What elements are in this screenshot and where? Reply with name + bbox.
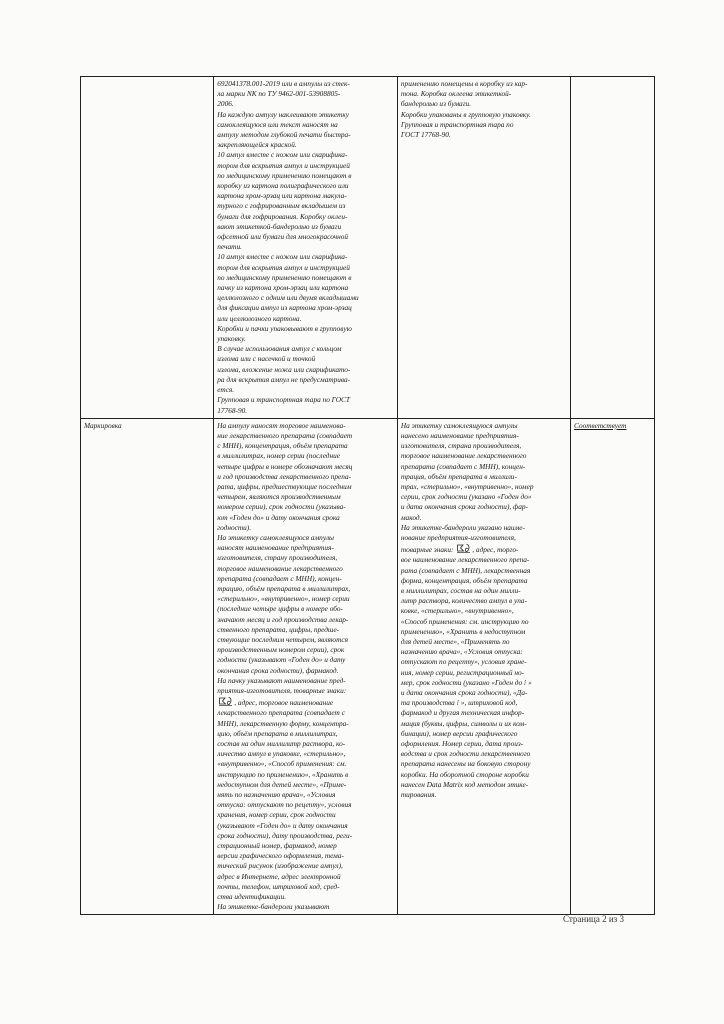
section-label: Маркировка [84, 420, 122, 430]
text-line: ГОСТ 17768-90. [400, 130, 451, 140]
text-line: МНН), лекарственную форму, концентра- [217, 718, 349, 728]
text-line: (последние четыре цифры в номере обо- [217, 604, 343, 614]
row2-result-trademark-suffix: , адрес, торго- [472, 545, 519, 555]
text-line: упаковку. [217, 334, 246, 344]
text-line: страционный номер, фармакод, номер [217, 841, 337, 851]
text-line: вое наименование лекарственного препа- [400, 555, 530, 565]
text-line: в миллилитрах, состав на один милли- [400, 585, 521, 595]
text-line: форма, концентрация, объём препарата [400, 575, 528, 585]
row1-result-text [401, 79, 567, 140]
text-line: недоступном для детей месте», «Приме- [217, 779, 347, 789]
text-line: На этикетке-бандероли указано наиме- [400, 522, 525, 532]
text-line: На каждую ампулу наклеивают этикетку [217, 109, 350, 119]
row1-label-cell [81, 77, 214, 419]
text-line: На пачку указывают наименование пред- [217, 675, 346, 685]
text-line: торговое наименование лекарственного [217, 563, 343, 573]
text-line: препарата (совпадает с МНН), концен- [400, 461, 526, 471]
text-line: нанесен Data Matrix код методом этике- [400, 779, 529, 789]
text-line: нование предприятия-изготовителя, [400, 532, 516, 542]
row2-requirement-cell [214, 418, 398, 915]
text-line: отпускают по рецепту», условия хране- [400, 657, 527, 667]
text-line: ства идентификации. [217, 892, 287, 902]
text-line: нанесено наименование предприятия- [400, 430, 519, 440]
text-line: приятия-изготовителя, товарные знаки: [217, 685, 347, 695]
text-line: ра для вскрытия ампул не предусматрива- [217, 374, 351, 384]
text-line: На этикетку самоклеящуюся ампулы [400, 420, 518, 430]
text-line: ственного препарата, цифры, предше- [217, 624, 340, 634]
specification-table [80, 76, 655, 915]
text-line: четыре цифры в номере обозначают месяц [217, 461, 353, 471]
text-line: коробку из картона полиграфического или [217, 181, 349, 191]
row2-requirement-text-c [217, 708, 394, 912]
text-line: и дата окончания срока годности), фар- [400, 502, 528, 512]
text-line: по медицинскому применению помещают в [217, 170, 352, 180]
text-line: или целлюлозного картона. [217, 313, 302, 323]
text-line: фармакод и другая техническая инфор- [400, 708, 525, 718]
text-line: 10 ампул вместе с ножом или скарифика- [217, 252, 348, 262]
text-line: «Способ применения: см. инструкцию по [400, 616, 529, 626]
text-line: изготовителя, страну производителя, [217, 553, 338, 563]
text-line: 10 ампул вместе с ножом или скарифика- [217, 150, 348, 160]
text-line: почты, телефон, штриховой код, сред- [217, 881, 340, 891]
text-line: годности (указывают «Годен до» и дату [217, 655, 346, 665]
text-line: ется. [217, 385, 235, 395]
text-line: тором для вскрытия ампул и инструкцией [217, 160, 350, 170]
text-line: трацию, объём препарата в миллилитрах, [217, 583, 351, 593]
text-line: оформления. Номер серии, дата произ- [400, 739, 524, 748]
text-line: ние лекарственного препарата (совпадает [217, 430, 353, 440]
text-line: тором для вскрытия ампул и инструкцией [217, 262, 350, 272]
text-line: для детей месте», «Применять по [400, 636, 510, 646]
text-line: трах, «стерильно», «внутривенно», номер [400, 481, 534, 491]
text-line: печати. [217, 242, 242, 252]
text-line: На этикетку самоклеящуюся ампулы [217, 532, 334, 542]
text-line: Коробки упакованы в групповую упаковку. [400, 109, 531, 119]
table-row [81, 77, 655, 419]
text-line: адрес в Интернете, адрес электронной [217, 871, 341, 881]
row2-result-text-a [401, 421, 567, 543]
page-number: Страница 2 из 3 [563, 914, 624, 924]
text-line: На этикетке-бандероли указывают [217, 902, 330, 912]
text-line: Коробки и пачки упаковывают в групповую [217, 323, 352, 333]
text-line: мер, срок годности (указано «Годен до ⁞ » [400, 677, 532, 687]
text-line: и дата окончания срока годности), «Да- [400, 687, 528, 697]
text-line: Групповая и транспортная тара по ГОСТ [217, 395, 350, 405]
row2-result-text-c [401, 555, 567, 800]
text-line: бинации), номер версии графического [400, 728, 518, 738]
text-line: На ампулу наносят торговое наименова- [217, 420, 346, 430]
text-line: излома, вложение ножа или скарификато- [217, 364, 351, 374]
text-line: версии графического оформления, тема- [217, 851, 344, 861]
text-line: излома или с насечкой и точкой [217, 354, 316, 364]
text-line: годности). [217, 522, 252, 532]
trademark-logo-icon [218, 696, 233, 707]
text-line: тический рисунок (изображение ампул), [217, 861, 343, 871]
text-line: тона. Коробка оклеена этикеткой- [400, 89, 512, 99]
text-line: в миллилитрах, номер серии (последние [217, 451, 340, 461]
text-line: значают месяц и год производства лекар- [217, 614, 349, 624]
text-line: макод. [400, 512, 422, 522]
text-line: «стерильно», «внутривенно», номер серии [217, 594, 350, 604]
text-line: с МНН), концентрация, объём препарата [217, 441, 348, 451]
row2-trademark-line [217, 696, 394, 708]
text-line: бумаги для гофрирования. Коробку оклеи- [217, 211, 348, 221]
row1-requirement-text [217, 79, 394, 416]
text-line: отпуска: отпускают по рецепту», условия [217, 800, 352, 810]
text-line: 692041378.001-2019 или в ампулы из стек- [217, 79, 350, 88]
row1-result-cell [397, 77, 570, 419]
row2-result-trademark-line [401, 543, 567, 555]
text-line: ампулу методом глубокой печати быстра- [217, 130, 351, 140]
row2-label-cell [81, 418, 214, 915]
text-line: целлюлозного с одним или двумя вкладышами [217, 293, 359, 303]
row1-status-cell [571, 77, 655, 419]
text-line: личество ампул в упаковке, «стерильно», [217, 749, 346, 759]
text-line: лекарственного препарата (совпадает с [217, 708, 345, 718]
text-line: ния, номер серии, регистрационный но- [400, 667, 525, 677]
text-line: номером серии), срок годности (указыва- [217, 502, 346, 512]
text-line: вают этикеткой-бандеролью из бумаги [217, 221, 342, 231]
text-line: пачку из картона хром-эрзац или картона [217, 283, 349, 293]
text-line: производственным номером серии), срок [217, 645, 345, 655]
text-line: торговое наименование лекарственного [400, 451, 527, 461]
text-line: изготовителя, страна производителя, [400, 441, 522, 451]
row2-trademark-suffix: , адрес, торговое наименование [234, 698, 334, 708]
text-line: трация, объём препарата в миллили- [400, 471, 517, 481]
text-line: окончания срока годности), фармакод. [217, 665, 339, 675]
text-line: ствующие последним четырем, являются [217, 634, 348, 644]
text-line: картона хром-эрзац или картона макула- [217, 191, 347, 201]
text-line: препарата (совпадает с МНН), концен- [217, 573, 342, 583]
text-line: водства и срок годности лекарственного [400, 749, 531, 759]
text-line: препарата нанесены на боковую сторону [400, 759, 531, 769]
text-line: инструкцию по применению», «Хранить в [217, 769, 349, 779]
text-line: применению», «Хранить в недоступном [400, 626, 526, 636]
table-row [81, 418, 655, 915]
text-line: срока годности), дату производства, реги- [217, 830, 353, 840]
text-line: «внутривенно», «Способ применения: см. [217, 759, 347, 769]
text-line: серии, срок годности (указано «Годен до» [400, 492, 532, 502]
text-line: Групповая и транспортная тара по [400, 119, 514, 129]
text-line: офсетной или бумаги для многокрасочной [217, 232, 349, 242]
row2-result-trademark-prefix: товарные знаки: [400, 545, 456, 555]
text-line: четырем, являются производственным [217, 492, 341, 502]
text-line: та производства ⁞ », штриховой код, [400, 698, 518, 708]
row2-result-cell [397, 418, 570, 915]
text-line: коробки. На оборотной стороне коробки [400, 769, 529, 779]
text-line: назначению врача», «Условия отпуска: [400, 647, 523, 657]
text-line: ковке, «стерильно», «внутривенно», [400, 606, 514, 616]
text-line: для фиксации ампул из картона хром-эрзац [217, 303, 352, 313]
text-line: тирования. [400, 790, 437, 800]
text-line: 17768-90. [217, 405, 248, 415]
text-line: мация (буквы, цифры, символы и их ком- [400, 718, 527, 728]
text-line: наносят наименование предприятия- [217, 543, 334, 553]
text-line: ла марки NK по ТУ 9462-001-53908805- [217, 89, 341, 99]
text-line: хранения, номер серии, срок годности [217, 810, 336, 820]
compliance-status: Соответствует [574, 420, 627, 430]
text-line: литр раствора, количество ампул в упа- [400, 596, 528, 606]
text-line: В случае использования ампул с кольцом [217, 344, 342, 354]
row2-requirement-text-a [217, 421, 394, 696]
text-line: рата (совпадает с МНН), лекарственная [400, 565, 531, 575]
text-line: и год производства лекарственного препа- [217, 471, 352, 481]
text-line: применению помещены в коробку из кар- [400, 79, 528, 88]
row1-requirement-cell [214, 77, 398, 419]
text-line: ют «Годен до» и дату окончания срока [217, 512, 340, 522]
text-line: самоклеящуюся или текст наносят на [217, 119, 338, 129]
text-line: закрепляющейся краской. [217, 140, 297, 150]
text-line: бандеролью из бумаги. [400, 99, 472, 109]
trademark-logo-icon [456, 543, 471, 554]
text-line: по медицинскому применению помещают в [217, 272, 352, 282]
text-line: нять по назначению врача», «Условия [217, 790, 336, 800]
row2-status-cell [571, 418, 655, 915]
text-line: 2006. [217, 99, 234, 109]
text-line: состав на один миллилитр раствора, ко- [217, 739, 346, 748]
text-line: турного с гофрированным вкладышем из [217, 201, 346, 211]
text-line: цию, объём препарата в миллилитрах, [217, 728, 338, 738]
text-line: (указывают «Годен до» и дату окончания [217, 820, 348, 830]
text-line: рата, цифры, предшествующие последним [217, 481, 352, 491]
